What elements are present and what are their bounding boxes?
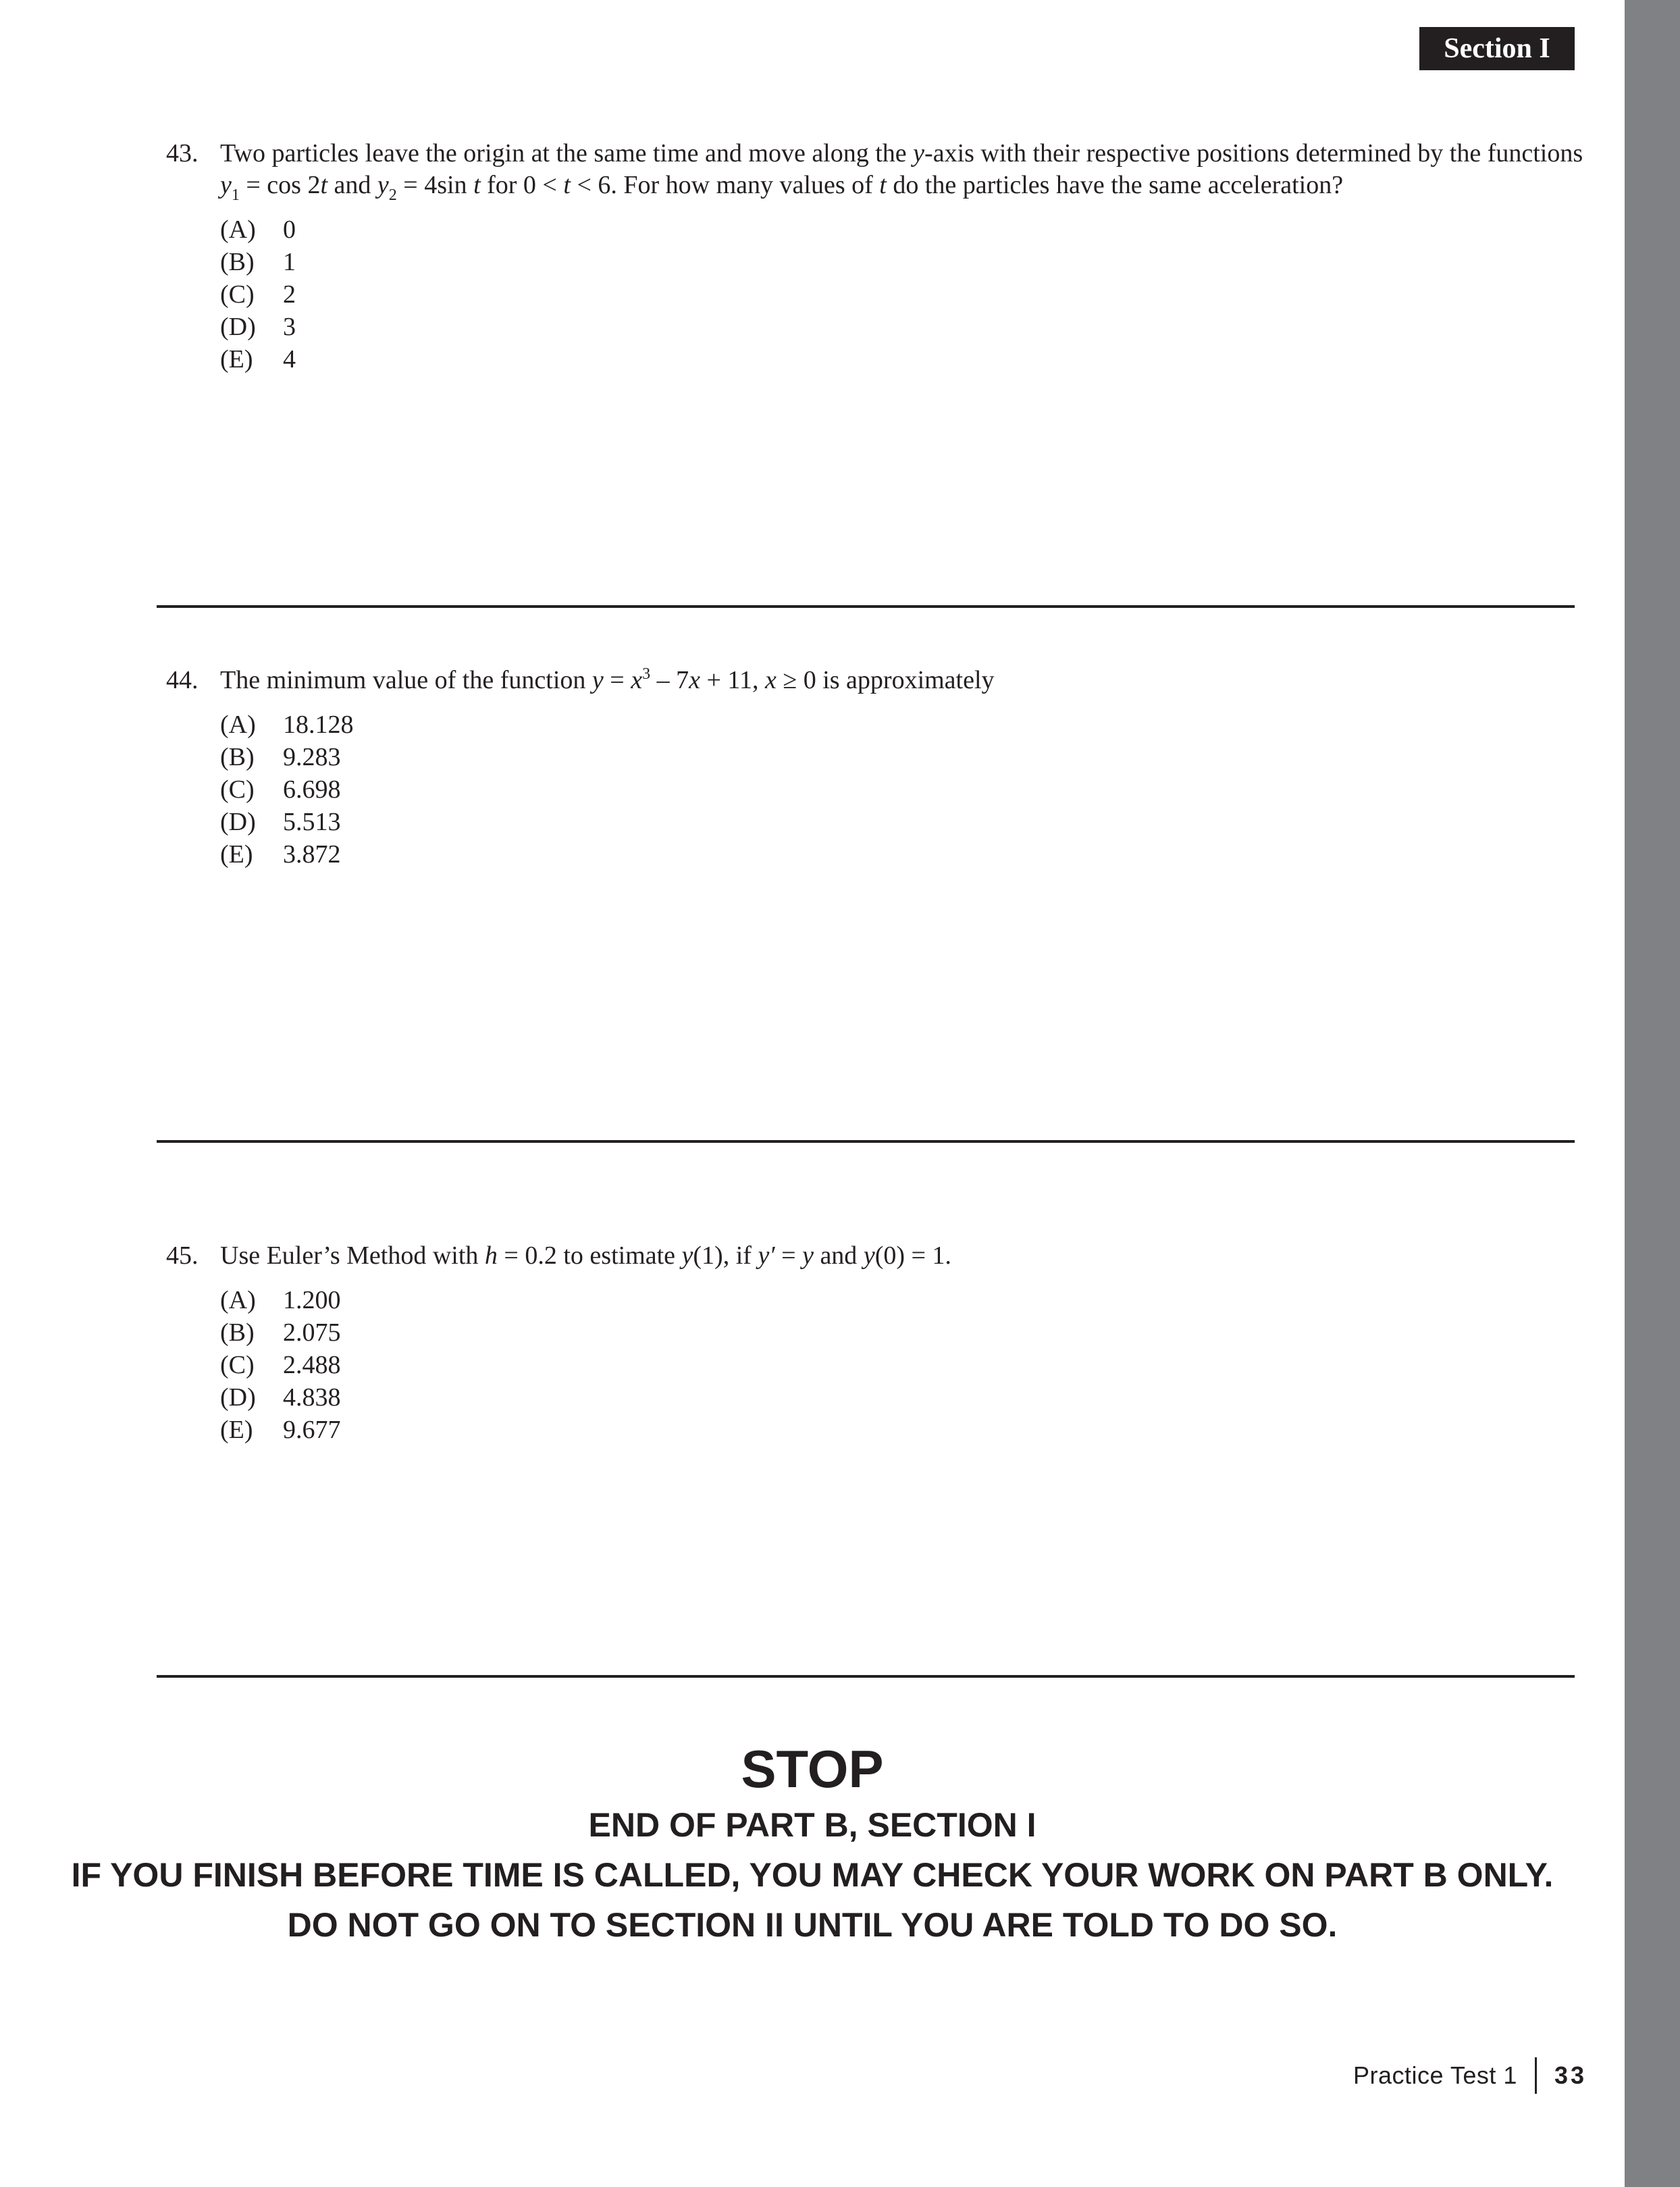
answer-choice-e[interactable]: (E) 9.677 [220,1416,341,1444]
section-badge: Section I [1419,27,1575,70]
answer-choice-e[interactable]: (E) 4 [220,345,296,374]
divider [157,605,1575,608]
stop-title: STOP [741,1739,884,1799]
footer-divider [1535,2057,1537,2094]
answer-choices [220,1284,1591,1446]
divider [157,1675,1575,1678]
stop-instruction: IF YOU FINISH BEFORE TIME IS CALLED, YOU MAY CHECK YOUR WORK ON PART B ONLY. [71,1856,1554,1894]
divider [157,1140,1575,1143]
stop-instruction: DO NOT GO ON TO SECTION II UNTIL YOU ARE TOLD TO DO SO. [287,1906,1338,1944]
answer-choice-b[interactable]: (B) 1 [220,248,296,276]
question-stem: 45. Use Euler’s Method with h = 0.2 to estimate y(1), if y′ = y and y(0) = 1. [166,1240,1591,1272]
question-43 [166,138,1591,376]
question-44 [166,665,1591,871]
question-45 [166,1240,1591,1446]
page-footer [1353,2057,1587,2094]
answer-choice-b[interactable]: (B) 2.075 [220,1318,341,1347]
footer-label: Practice Test 1 [1353,2061,1517,2089]
answer-choice-a[interactable]: (A) 1.200 [220,1286,341,1314]
answer-choice-a[interactable]: (A) 18.128 [220,711,354,739]
answer-choice-a[interactable]: (A) 0 [220,215,296,244]
answer-choice-c[interactable]: (C) 2.488 [220,1351,341,1379]
answer-choices [220,213,1591,376]
page-number: 33 [1554,2061,1587,2089]
answer-choice-d[interactable]: (D) 4.838 [220,1383,341,1412]
answer-choice-c[interactable]: (C) 2 [220,280,296,309]
answer-choice-d[interactable]: (D) 5.513 [220,808,341,836]
question-stem: 44. The minimum value of the function $y = x^3 - 7x + 11$, x ≥ 0 is approximately [166,665,1591,696]
question-number: 43. [166,139,199,168]
answer-choice-d[interactable]: (D) 3 [220,313,296,341]
answer-choice-e[interactable]: (E) 3.872 [220,840,341,869]
stop-subtitle: END OF PART B, SECTION I [588,1806,1036,1844]
question-number: 45. [166,1241,199,1270]
page-edge-tab [1625,0,1680,2187]
answer-choice-c[interactable]: (C) 6.698 [220,775,341,804]
question-stem: 43. Two particles leave the origin at the same time and move along the y-axis with their respective positions determined by the functions $y_1 = \cos 2t$ and $y_2 = 4\sin$ t for 0 < t < 6. For how many values of t do the particles have the same acceleration? [166,139,1583,204]
answer-choices [220,709,1591,871]
answer-choice-b[interactable]: (B) 9.283 [220,743,341,771]
question-number: 44. [166,666,199,694]
